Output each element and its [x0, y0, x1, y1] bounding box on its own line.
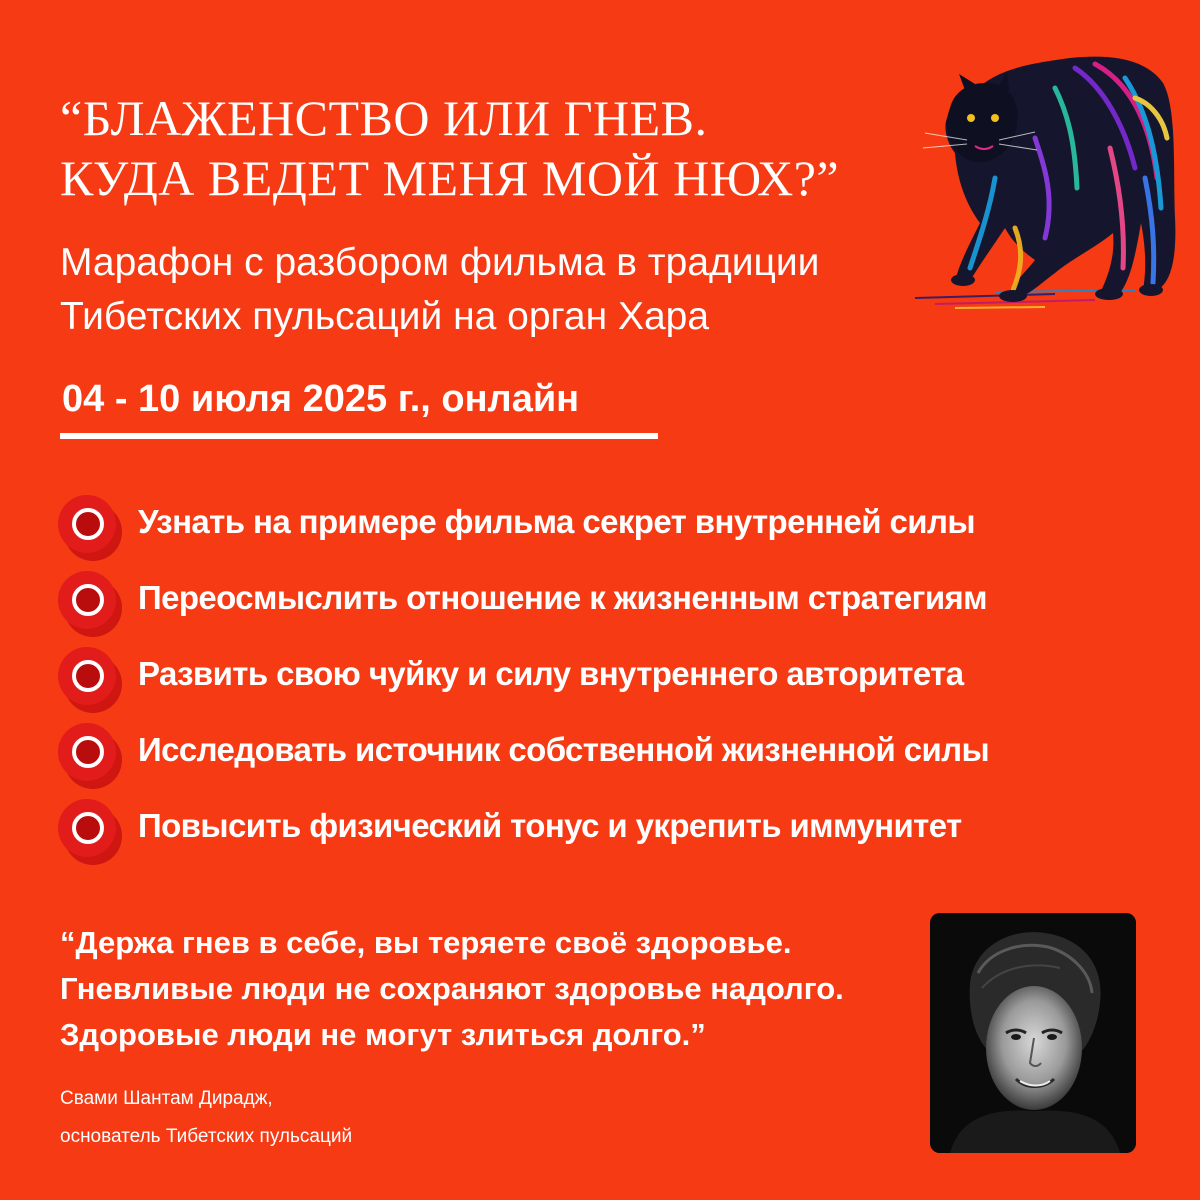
list-item	[58, 799, 989, 875]
title-line-2: КУДА ВЕДЕТ МЕНЯ МОЙ НЮХ?”	[60, 150, 840, 206]
bullet-circle-icon	[58, 723, 120, 785]
bullet-circle-icon	[58, 647, 120, 709]
benefit-text: Узнать на примере фильма секрет внутренней силы	[138, 503, 975, 540]
bullet-circle-icon	[58, 495, 120, 557]
benefit-text: Развить свою чуйку и силу внутреннего авторитета	[138, 655, 964, 692]
author-role: основатель Тибетских пульсаций	[60, 1126, 353, 1147]
bullet-circle-icon	[58, 571, 120, 633]
benefit-text: Повысить физический тонус и укрепить иммунитет	[138, 807, 962, 844]
benefit-text: Переосмыслить отношение к жизненным стратегиям	[138, 579, 987, 616]
list-item	[58, 571, 989, 647]
title-line-1: “БЛАЖЕНСТВО ИЛИ ГНЕВ.	[60, 90, 708, 146]
quote-line-2: Гневливые люди не сохраняют здоровье надолго.	[60, 971, 844, 1006]
panther-illustration	[895, 28, 1195, 328]
author-name: Свами Шантам Дирадж,	[60, 1088, 273, 1109]
list-item	[58, 495, 989, 571]
bullet-circle-icon	[58, 799, 120, 861]
benefit-text: Исследовать источник собственной жизненной силы	[138, 731, 990, 768]
date-underline	[60, 433, 658, 439]
subtitle-line-1: Марафон с разбором фильма в традиции	[60, 241, 820, 284]
list-item	[58, 647, 989, 723]
list-item	[58, 723, 989, 799]
author-portrait	[930, 913, 1136, 1153]
benefits-list	[58, 495, 989, 875]
event-subtitle	[60, 236, 819, 344]
quote-author	[60, 1080, 352, 1156]
quote-block	[60, 920, 844, 1058]
event-date: 04 - 10 июля 2025 г., онлайн	[62, 378, 580, 420]
subtitle-line-2: Тибетских пульсаций на орган Хара	[60, 295, 710, 338]
quote-line-1: “Держа гнев в себе, вы теряете своё здоровье.	[60, 925, 792, 960]
event-title	[60, 88, 920, 208]
quote-line-3: Здоровые люди не могут злиться долго.”	[60, 1017, 706, 1052]
